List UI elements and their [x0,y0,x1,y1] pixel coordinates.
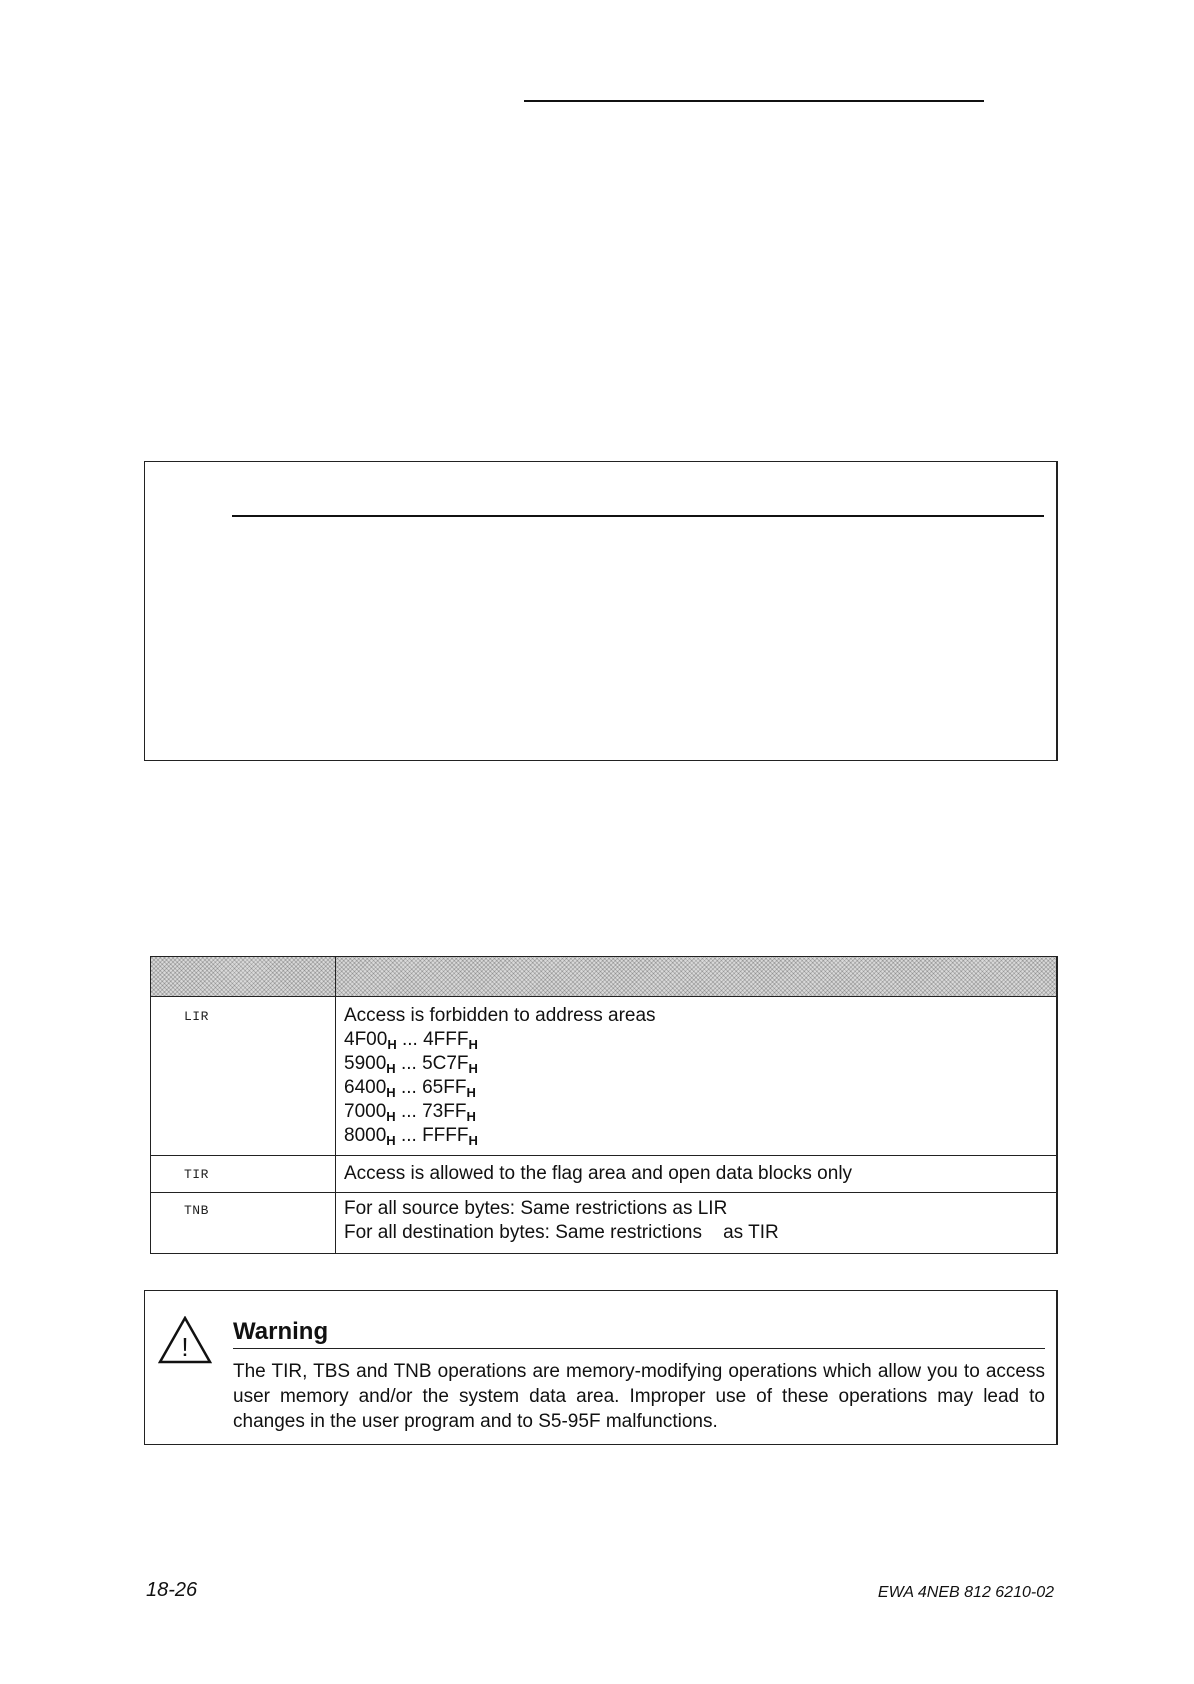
restriction-text: For all source bytes: Same restrictions as LIR [344,1198,728,1219]
address-range: $4F00_H$ ... $4FFF_H$ [344,1029,478,1052]
frame-rule [232,515,1044,517]
warning-exclamation: ! [181,1332,189,1362]
address-range: $6400_H$ ... $65FF_H$ [344,1077,476,1100]
restrictions-table [150,956,1058,1254]
restriction-cell: Access is allowed to the flag area and open data blocks only [344,1163,853,1184]
address-range: $7000_H$ ... $73FF_H$ [344,1101,476,1124]
header-rule [524,100,984,102]
table-header-operation [150,957,336,996]
warning-triangle-icon [158,1316,212,1364]
restriction-text: Access is forbidden to address areas [344,1005,656,1026]
address-range: $5900_H$ ... $5C7F_H$ [344,1053,478,1076]
warning-title: Warning [233,1318,1045,1349]
page-number: 18-26 [146,1579,198,1601]
operation-cell: LIR [150,997,336,1155]
operation-cell: TNB [150,1193,336,1253]
table-header-restriction [336,957,1056,996]
restriction-text: For all destination bytes: Same restrictions as TIR [344,1222,779,1243]
table-row-lir [150,997,1056,1156]
restriction-cell [336,1193,1056,1253]
address-range: $8000_H$ ... $FFFF_H$ [344,1125,478,1148]
table-row-tnb [150,1193,1056,1254]
document-id: EWA 4NEB 812 6210-02 [877,1584,1054,1601]
warning-text: The TIR, TBS and TNB operations are memory-modifying operations which allow you to access user memory and/or the system data area. Improper use of these operations may lead to changes in the user program and to S5-95F malfunctions. [233,1361,1045,1432]
empty-frame [144,461,1058,761]
operation-cell: TIR [150,1156,336,1192]
table-row-tir [150,1156,1056,1193]
table-header-row [150,957,1056,997]
warning-box [144,1290,1058,1445]
restriction-cell [336,997,1056,1155]
